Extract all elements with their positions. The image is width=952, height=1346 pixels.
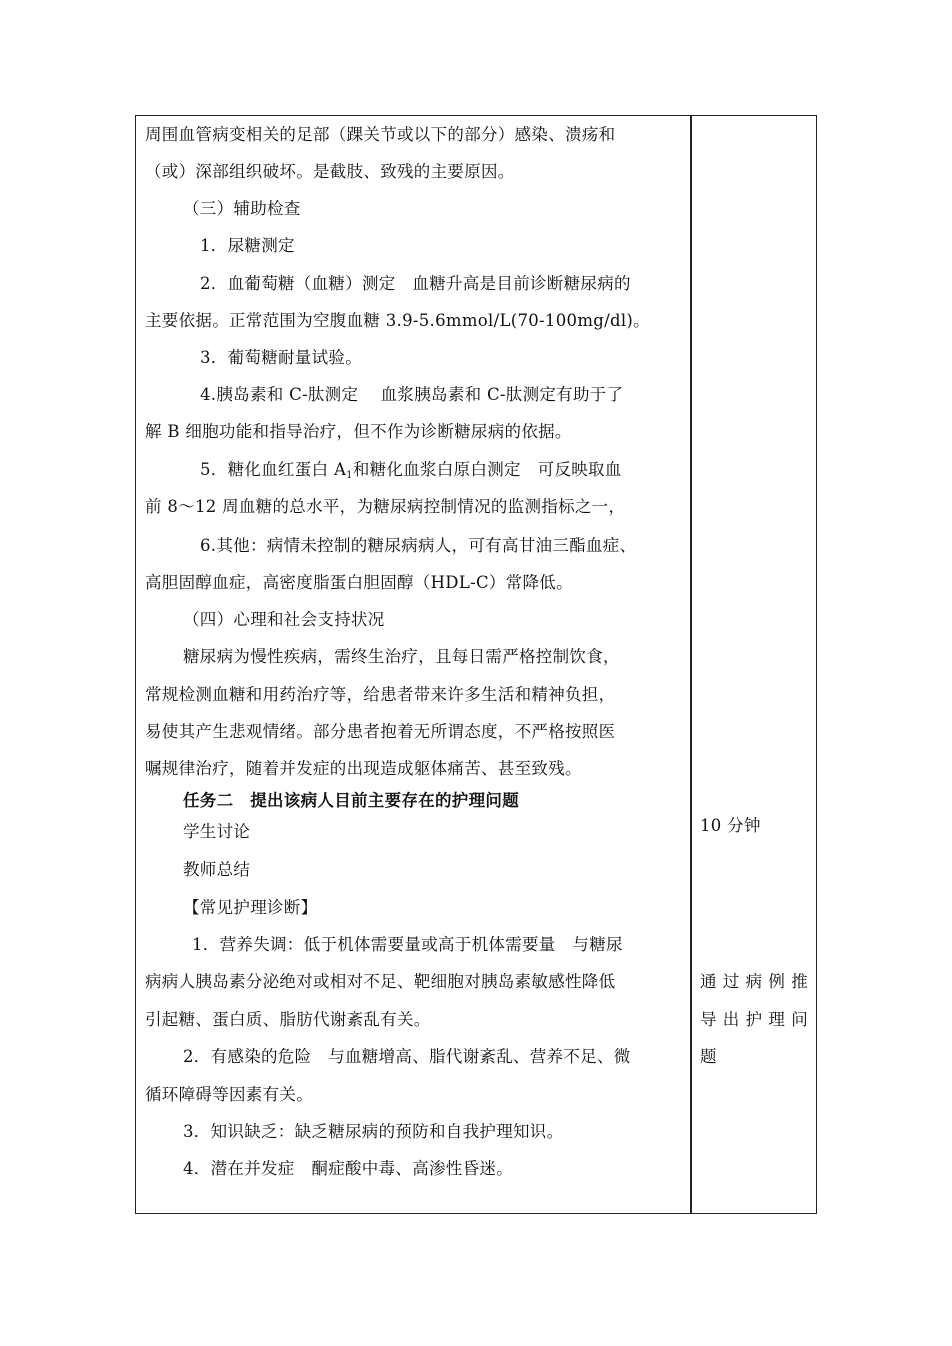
text-line: 循环障碍等因素有关。 [145, 1085, 313, 1104]
text-line: 教师总结 [183, 860, 251, 879]
section-heading: 【常见护理诊断】 [183, 898, 318, 917]
text-line [200, 460, 622, 486]
text-fragment: 和糖化血浆白原白测定 可反映取血 [352, 460, 622, 479]
column-divider [690, 115, 692, 1214]
text-line: 病病人胰岛素分泌绝对或相对不足、靶细胞对胰岛素敏感性降低 [145, 972, 616, 991]
text-line: 3．知识缺乏：缺乏糖尿病的预防和自我护理知识。 [183, 1122, 564, 1141]
section-heading: （三）辅助检查 [183, 199, 301, 218]
note-line: 题 [700, 1047, 717, 1066]
text-line: 引起糖、蛋白质、脂肪代谢紊乱有关。 [145, 1010, 431, 1029]
text-line: 前 8～12 周血糖的总水平，为糖尿病控制情况的监测指标之一， [145, 497, 626, 516]
text-line: 2．血葡萄糖（血糖）测定 血糖升高是目前诊断糖尿病的 [200, 274, 631, 293]
note-line: 通过病例推 [700, 972, 808, 991]
subscript: 1 [346, 470, 353, 481]
section-heading: （四）心理和社会支持状况 [183, 610, 385, 629]
task-heading: 任务二 提出该病人目前主要存在的护理问题 [183, 791, 519, 810]
text-line: 6.其他：病情未控制的糖尿病病人，可有高甘油三酯血症、 [200, 536, 637, 555]
text-line: 糖尿病为慢性疾病，需终生治疗，且每日需严格控制饮食， [183, 647, 620, 666]
text-line: 解 B 细胞功能和指导治疗，但不作为诊断糖尿病的依据。 [145, 422, 572, 441]
text-line: 1．尿糖测定 [200, 236, 295, 255]
text-line: 主要依据。正常范围为空腹血糖 3.9-5.6mmol/L(70-100mg/dl)。 [145, 311, 650, 330]
text-line: 学生讨论 [183, 822, 251, 841]
time-allocation: 10 分钟 [700, 816, 761, 835]
text-line: 3．葡萄糖耐量试验。 [200, 348, 362, 367]
text-line: 1．营养失调：低于机体需要量或高于机体需要量 与糖尿 [192, 935, 623, 954]
text-line: 周围血管病变相关的足部（踝关节或以下的部分）感染、溃疡和 [145, 125, 616, 144]
text-line: 高胆固醇血症，高密度脂蛋白胆固醇（HDL-C）常降低。 [145, 573, 573, 592]
text-line: 常规检测血糖和用药治疗等，给患者带来许多生活和精神负担， [145, 685, 616, 704]
text-line: （或）深部组织破坏。是截肢、致残的主要原因。 [145, 162, 515, 181]
text-fragment: 5．糖化血红蛋白 A [200, 460, 347, 479]
text-line: 4．潜在并发症 酮症酸中毒、高渗性昏迷。 [183, 1159, 513, 1178]
text-line: 嘱规律治疗，随着并发症的出现造成躯体痛苦、甚至致残。 [145, 759, 582, 778]
text-line: 2．有感染的危险 与血糖增高、脂代谢紊乱、营养不足、微 [183, 1047, 631, 1066]
text-line: 易使其产生悲观情绪。部分患者抱着无所谓态度，不严格按照医 [145, 722, 616, 741]
text-line: 4.胰岛素和 C-肽测定 血浆胰岛素和 C-肽测定有助于了 [200, 385, 624, 404]
note-line: 导出护理问 [700, 1010, 808, 1029]
